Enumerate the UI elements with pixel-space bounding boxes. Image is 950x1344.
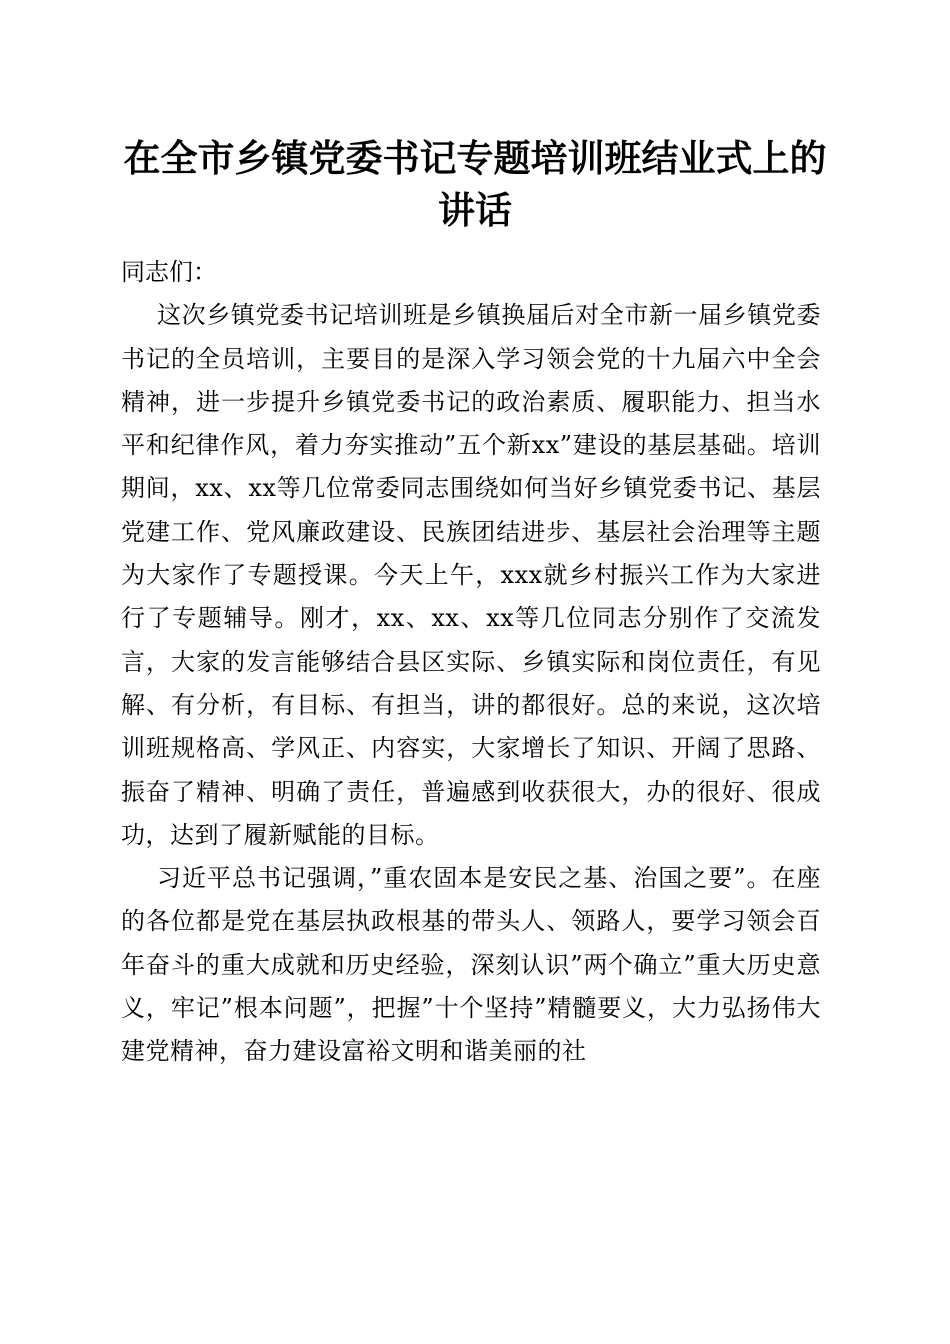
salutation: 同志们： [121,258,217,286]
document-title: 在全市乡镇党委书记专题培训班结业式上的讲话 [123,136,827,232]
paragraph-2: 习近平总书记强调，”重农固本是安民之基、治国之要”。在座的各位都是党在基层执政根基的带头人、领路人，要学习领会百年奋斗的重大成就和历史经验，深刻认识”两个确立”重大历史意义，牢记”根本问题”，把握”十个坚持”精髓要义，大力弘扬伟大建党精神，奋力建设富裕文明和谐美丽的社 [121,864,821,1066]
document-body [121,251,821,1074]
paragraph-1: 这次乡镇党委书记培训班是乡镇换届后对全市新一届乡镇党委书记的全员培训，主要目的是深入学习领会党的十九届六中全会精神，进一步提升乡镇党委书记的政治素质、履职能力、担当水平和纪律作风，着力夯实推动”五个新xx”建设的基层基础。培训期间，xx、xx等几位常委同志围绕如何当好乡镇党委书记、基层党建工作、党风廉政建设、民族团结进步、基层社会治理等主题为大家作了专题授课。今天上午，xxx就乡村振兴工作为大家进行了专题辅导。刚才，xx、xx、xx等几位同志分别作了交流发言，大家的发言能够结合县区实际、乡镇实际和岗位责任，有见解、有分析，有目标、有担当，讲的都很好。总的来说，这次培训班规格高、学风正、内容实，大家增长了知识、开阔了思路、振奋了精神、明确了责任，普遍感到收获很大，办的很好、很成功，达到了履新赋能的目标。 [121,301,821,849]
